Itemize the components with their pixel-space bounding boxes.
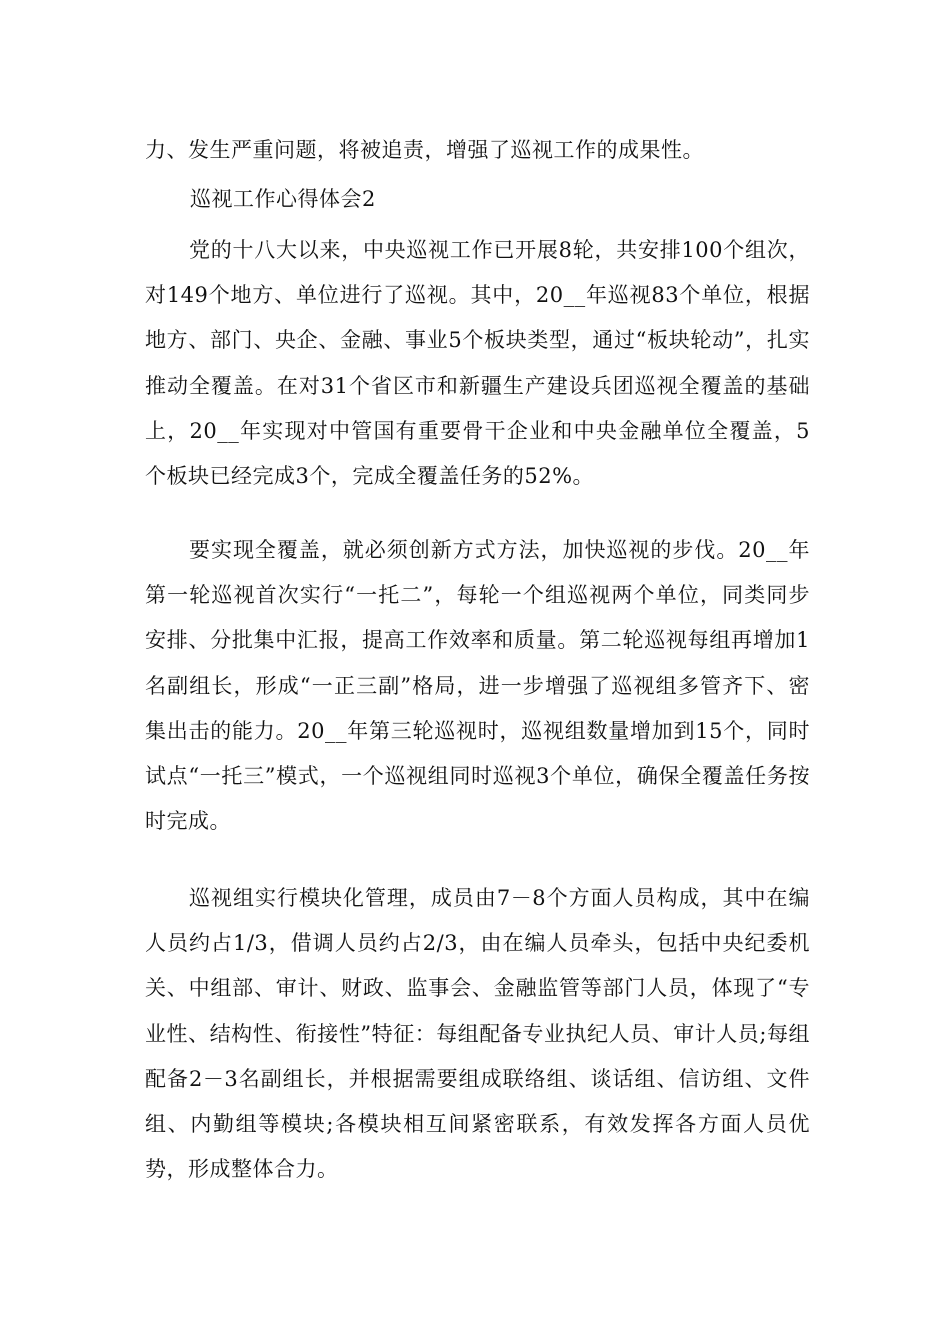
section-heading: 巡视工作心得体会2 [190,187,376,211]
body-paragraph-1 [145,228,810,499]
paragraph-text: 党的十八大以来，中央巡视工作已开展8轮，共安排100个组次，对149个地方、单位进行了巡视。其中，20__年巡视83个单位，根据地方、部门、央企、金融、事业5个板块类型，通过“板块轮动”，扎实推动全覆盖。在对31个省区市和新疆生产建设兵团巡视全覆盖的基础上，20__年实现对中管国有重要骨干企业和中央金融单位全覆盖，5个板块已经完成3个，完成全覆盖任务的52%。 [145,238,810,489]
body-paragraph-2 [145,528,810,844]
paragraph-text: 要实现全覆盖，就必须创新方式方法，加快巡视的步伐。20__年第一轮巡视首次实行“一托二”，每轮一个组巡视两个单位，同类同步安排、分批集中汇报，提高工作效率和质量。第二轮巡视每组再增加1名副组长，形成“一正三副”格局，进一步增强了巡视组多管齐下、密集出击的能力。20__年第三轮巡视时，巡视组数量增加到15个，同时试点“一托三”模式，一个巡视组同时巡视3个单位，确保全覆盖任务按时完成。 [145,538,810,834]
continuation-paragraph [145,128,810,173]
body-paragraph-3 [145,876,810,1192]
paragraph-text: 力、发生严重问题，将被追责，增强了巡视工作的成果性。 [145,138,704,162]
paragraph-text: 巡视组实行模块化管理，成员由7－8个方面人员构成，其中在编人员约占1/3，借调人员约占2/3，由在编人员牵头，包括中央纪委机关、中组部、审计、财政、监事会、金融监管等部门人员，体现了“专业性、结构性、衔接性”特征：每组配备专业执纪人员、审计人员;每组配备2－3名副组长，并根据需要组成联络组、谈话组、信访组、文件组、内勤组等模块;各模块相互间紧密联系，有效发挥各方面人员优势，形成整体合力。 [145,886,810,1182]
